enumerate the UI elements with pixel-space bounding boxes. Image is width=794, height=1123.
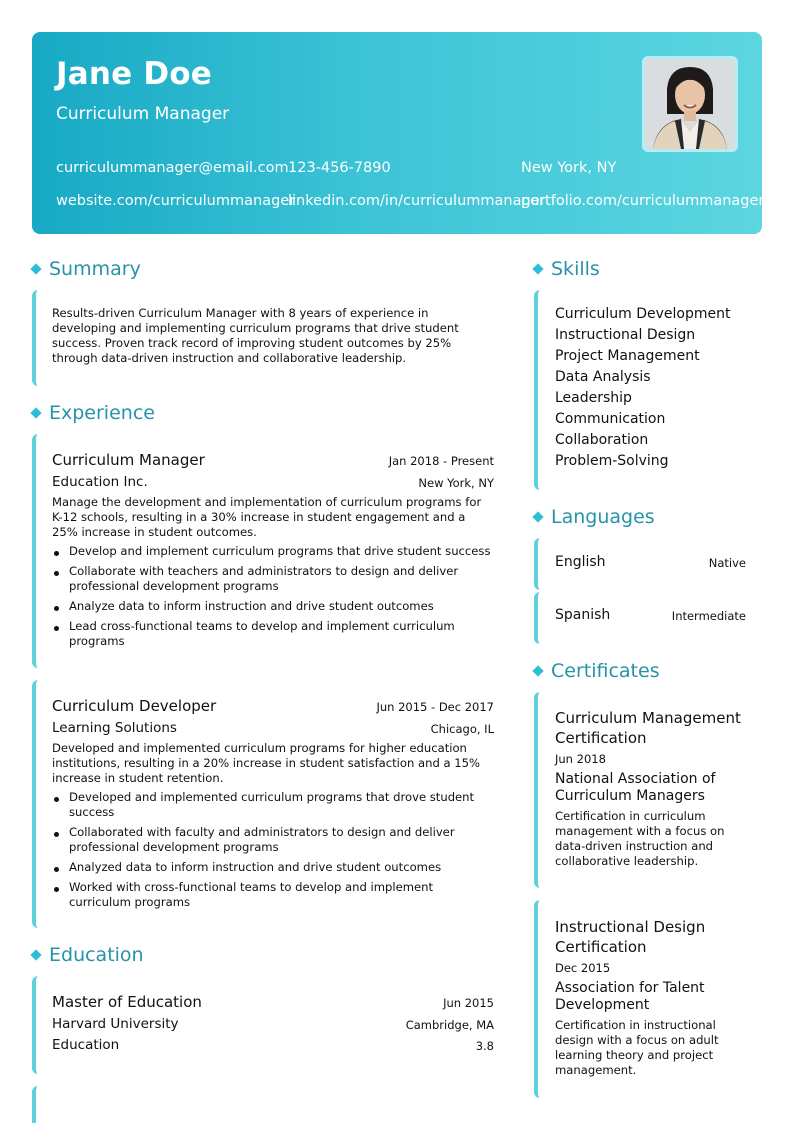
- skill-item: Curriculum Development: [555, 306, 731, 322]
- resume-header: [32, 32, 765, 234]
- candidate-name: Jane Doe: [56, 56, 212, 92]
- skill-item: Problem-Solving: [555, 453, 669, 469]
- certificate-description: Certification in curriculum management with a focus on data-driven instruction and collaborative leadership.: [555, 809, 725, 868]
- list-item: Lead cross-functional teams to develop and implement curriculum programs: [52, 619, 496, 649]
- skills-heading: Skills: [534, 258, 600, 280]
- candidate-title: Curriculum Manager: [56, 104, 230, 124]
- website-link[interactable]: website.com/curriculummanager: [56, 193, 296, 209]
- language-name: Spanish: [555, 607, 611, 623]
- certificates-heading: Certificates: [534, 660, 660, 682]
- education-heading: Education: [32, 944, 144, 966]
- linkedin-link[interactable]: linkedin.com/in/curriculummanager: [288, 193, 546, 209]
- job-company: Learning Solutions: [52, 720, 177, 736]
- skill-item: Collaboration: [555, 432, 649, 448]
- certificate-description: Certification in instructional design with a focus on adult learning theory and project management.: [555, 1018, 719, 1077]
- list-item: Collaborate with teachers and administrators to design and deliver professional development programs: [52, 564, 496, 594]
- diamond-icon: [30, 263, 41, 274]
- certificate-org: National Association of Curriculum Managers: [555, 771, 716, 804]
- job-dates: Jun 2015 - Dec 2017: [376, 700, 494, 714]
- school-name: Harvard University: [52, 1016, 179, 1032]
- job-bullets: [52, 790, 496, 915]
- list-item: Develop and implement curriculum programs that drive student success: [52, 544, 496, 559]
- portrait-image: [645, 59, 735, 149]
- phone-text: 123-456-7890: [288, 160, 391, 176]
- skill-item: Communication: [555, 411, 666, 427]
- diamond-icon: [30, 949, 41, 960]
- skill-item: Instructional Design: [555, 327, 696, 343]
- list-item: Developed and implemented curriculum programs that drove student success: [52, 790, 496, 820]
- education-gpa: 3.8: [475, 1039, 494, 1053]
- job-bullets: [52, 544, 496, 654]
- education-card-continued: [32, 1086, 496, 1123]
- portfolio-link[interactable]: portfolio.com/curriculummanager: [521, 193, 765, 209]
- degree-title: Master of Education: [52, 993, 202, 1011]
- summary-text: Results-driven Curriculum Manager with 8 years of experience in developing and implementing curriculum programs that drive student success. Proven track record of improving student outcomes by 25% through data-driven instruction and collaborative leadership.: [52, 306, 459, 365]
- certificate-name: Curriculum Management Certification: [555, 709, 741, 747]
- diamond-icon: [532, 263, 543, 274]
- list-item: Worked with cross-functional teams to develop and implement curriculum programs: [52, 880, 496, 910]
- job-company: Education Inc.: [52, 474, 148, 490]
- list-item: Analyze data to inform instruction and drive student outcomes: [52, 599, 496, 614]
- list-item: Analyzed data to inform instruction and drive student outcomes: [52, 860, 496, 875]
- education-date: Jun 2015: [443, 996, 494, 1010]
- languages-heading: Languages: [534, 506, 655, 528]
- job-title: Curriculum Manager: [52, 451, 205, 469]
- experience-heading: Experience: [32, 402, 155, 424]
- diamond-icon: [30, 407, 41, 418]
- job-location: New York, NY: [418, 476, 494, 490]
- skill-item: Leadership: [555, 390, 632, 406]
- diamond-icon: [532, 511, 543, 522]
- certificate-date: Dec 2015: [555, 961, 611, 975]
- job-dates: Jan 2018 - Present: [388, 454, 494, 468]
- summary-heading: Summary: [32, 258, 141, 280]
- job-description: Developed and implemented curriculum programs for higher education institutions, resulting in a 20% increase in student satisfaction and a 15% increase in student retention.: [52, 741, 481, 785]
- language-name: English: [555, 554, 606, 570]
- language-level: Intermediate: [671, 609, 746, 623]
- diamond-icon: [532, 665, 543, 676]
- skill-item: Data Analysis: [555, 369, 651, 385]
- location-text: New York, NY: [521, 160, 617, 176]
- certificate-org: Association for Talent Development: [555, 980, 705, 1013]
- certificate-name: Instructional Design Certification: [555, 918, 706, 956]
- education-field: Education: [52, 1037, 120, 1053]
- job-location: Chicago, IL: [430, 722, 494, 736]
- email-link[interactable]: curriculummanager@email.com: [56, 160, 289, 176]
- school-location: Cambridge, MA: [405, 1018, 494, 1032]
- job-title: Curriculum Developer: [52, 697, 217, 715]
- job-description: Manage the development and implementation of curriculum programs for K-12 schools, resulting in a 30% increase in student engagement and a 25% increase in student outcomes.: [52, 495, 482, 539]
- profile-photo: [642, 56, 738, 152]
- certificate-date: Jun 2018: [555, 752, 606, 766]
- skill-item: Project Management: [555, 348, 700, 364]
- list-item: Collaborated with faculty and administrators to design and deliver professional development programs: [52, 825, 496, 855]
- language-level: Native: [708, 556, 746, 570]
